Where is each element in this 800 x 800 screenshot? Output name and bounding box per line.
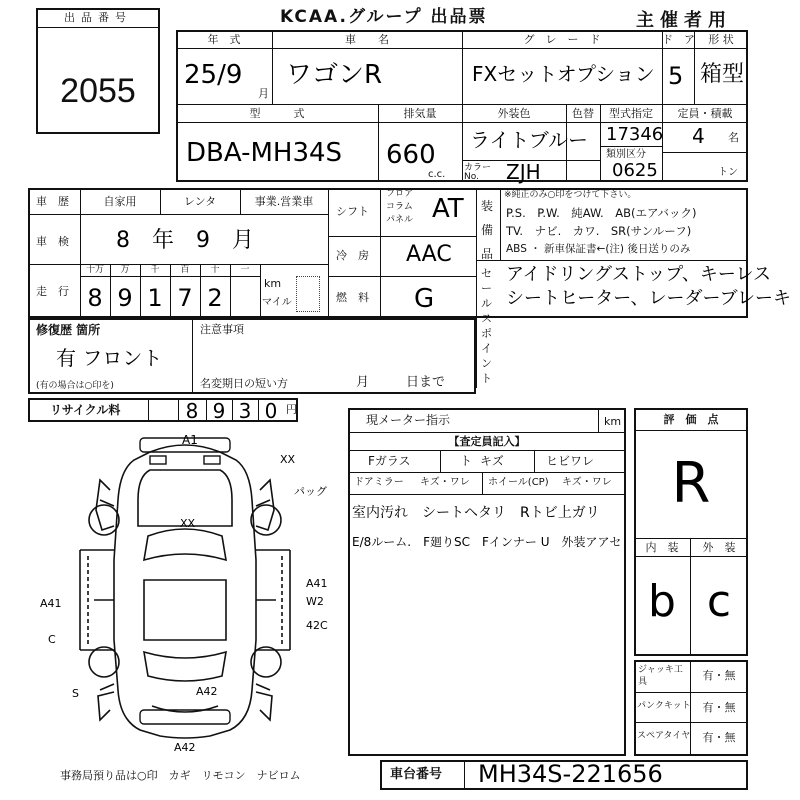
spare-label: スペアタイヤ: [637, 731, 691, 741]
shift-label: シフト: [336, 205, 369, 218]
class-label: 類別区分: [606, 149, 646, 160]
doors-label: ド ア: [662, 33, 695, 46]
load-unit: トン: [718, 167, 738, 178]
history-label: 車 歴: [36, 195, 69, 208]
repair-label: 修復歴 箇所: [36, 323, 101, 337]
fuel-label: 燃 料: [336, 291, 369, 304]
shape-label: 形 状: [708, 33, 734, 46]
color-label: 外装色: [497, 107, 531, 120]
color-no-label: カラー No.: [464, 163, 492, 182]
name-change-label: 名変期日の短い方: [200, 377, 288, 390]
mileage-digit: 9: [117, 284, 133, 312]
grade-value: FXセットオプション: [472, 62, 655, 86]
shift-value: AT: [432, 194, 464, 224]
vehicle-name-value: ワゴンR: [286, 60, 383, 90]
recycle-digit: 9: [212, 399, 226, 423]
score-label: 評 価 点: [663, 413, 719, 426]
chassis-label: 車台番号: [390, 767, 443, 782]
puncture-label: パンクキット: [637, 701, 691, 711]
lot-number: 2055: [60, 72, 136, 110]
damage-mark: XX: [180, 517, 196, 530]
wheel-opts: キズ・ワレ: [562, 477, 612, 488]
damage-mark: XX: [280, 453, 296, 466]
glass-opt-1: ト: [460, 454, 473, 468]
capacity-value: 4: [692, 124, 705, 148]
year-value: 25/9: [184, 60, 243, 90]
damage-mark: A42: [196, 685, 218, 698]
form-title: KCAA.グループ 出品票: [280, 7, 488, 27]
type-code-label: 型式指定: [609, 107, 653, 120]
displacement-value: 660: [386, 140, 436, 170]
capacity-unit: 名: [728, 131, 739, 144]
lot-number-label: 出品番号: [64, 11, 132, 24]
equipment-label: 装備品: [481, 199, 494, 261]
equipment-line-3: ABS ・ 新車保証書←(注) 後日送りのみ: [506, 243, 691, 255]
equipment-note: ※純正のみ○印をつけて下さい。: [504, 190, 637, 200]
sales-point-line-2: シートヒーター、レーダーブレーキ: [506, 288, 791, 309]
inspection-label: 車 検: [36, 235, 69, 248]
history-opt-private: 自家用: [103, 195, 137, 208]
shift-opt-floor: フロア: [386, 189, 414, 199]
fuel-value: G: [414, 284, 435, 314]
mileage-place-100k: 十万: [85, 265, 104, 275]
model-value: DBA-MH34S: [186, 138, 343, 168]
year-label: 年 式: [207, 33, 241, 46]
equipment-line-1: P.S. P.W. 純AW. AB(エアバック): [506, 206, 697, 220]
puncture-yes-no: 有・無: [702, 701, 736, 714]
recycle-digit: 0: [264, 399, 278, 423]
damage-mark: パッグ: [294, 485, 327, 498]
mileage-digit: 7: [177, 284, 193, 312]
equipment-line-2: TV. ナビ. カワ. SR(サンルーフ): [506, 224, 692, 238]
mileage-place-1k: 千: [150, 265, 160, 275]
capacity-label: 定員・積載: [677, 107, 733, 120]
inspection-value: 8 年 9 月: [116, 228, 254, 253]
shape-value: 箱型: [700, 62, 745, 87]
glass-opt-2: キズ: [480, 454, 504, 468]
sales-point-line-1: アイドリングストップ、キーレス: [506, 264, 771, 285]
type-code-value: 17346: [606, 124, 664, 145]
recycle-digit: 8: [185, 399, 199, 423]
vehicle-name-label: 車 名: [345, 33, 389, 46]
damage-mark: W2: [306, 595, 324, 608]
recycle-digit: 3: [238, 399, 252, 423]
inspector-section-title: 【査定員記入】: [448, 435, 526, 448]
model-label: 型 式: [249, 107, 305, 120]
notes-label: 注意事項: [200, 323, 244, 336]
color-value: ライトブルー: [470, 128, 588, 152]
repair-note: (有の場合は○印を): [36, 381, 114, 391]
jack-yes-no: 有・無: [702, 669, 736, 682]
exterior-value: c: [706, 576, 732, 627]
damage-mark: A41: [40, 597, 62, 610]
meter-label: 現メーター指示: [366, 413, 451, 427]
mile-label: マイル: [262, 297, 292, 308]
mileage-place-10: 十: [210, 265, 220, 275]
office-note: 事務局預り品は○印 カギ リモコン ナビロム: [60, 769, 301, 782]
chassis-value: MH34S-221656: [478, 760, 663, 788]
jack-label: ジャッキ工具: [638, 665, 683, 687]
meter-unit: km: [604, 415, 622, 428]
mileage-digit: 2: [207, 284, 223, 312]
inspector-comment-1: 室内汚れ シートヘタリ Rトビ上ガリ: [352, 505, 600, 521]
mileage-place-100: 百: [180, 265, 190, 275]
shift-opt-panel: パネル: [386, 215, 414, 225]
damage-mark: A42: [174, 741, 196, 754]
sales-point-label: セールスポイント: [481, 267, 492, 385]
spare-yes-no: 有・無: [702, 731, 736, 744]
history-opt-commercial: 事業.営業車: [254, 195, 314, 208]
glass-label: Fガラス: [368, 454, 411, 468]
class-value: 0625: [612, 160, 658, 181]
glass-opt-3: ヒビワレ: [546, 454, 595, 468]
history-opt-rental: レンタ: [183, 195, 217, 208]
wheel-label: ホイール(CP): [488, 477, 549, 488]
exterior-label: 外 装: [702, 541, 736, 554]
ac-label: 冷 房: [336, 249, 369, 262]
color-change-label: 色替: [572, 107, 594, 120]
inspector-comment-2: E/8ルーム. F廻りSC Fインナー U 外装アアセ: [352, 535, 622, 549]
recycle-fee-label: リサイクル料: [50, 403, 121, 417]
car-damage-diagram: [60, 430, 340, 760]
damage-mark: S: [72, 687, 79, 700]
mileage-label: 走 行: [36, 285, 69, 298]
shift-opt-column: コラム: [386, 202, 413, 212]
repair-value: 有 フロント: [56, 346, 163, 370]
organizer-label: 主催者用: [636, 10, 732, 31]
mileage-place-10k: 万: [120, 265, 130, 275]
interior-value: b: [648, 576, 676, 627]
displacement-label: 排気量: [403, 107, 437, 120]
mileage-place-1: 一: [240, 265, 250, 275]
mileage-digit: 1: [147, 284, 163, 312]
damage-mark: 42C: [306, 619, 328, 632]
damage-mark: C: [48, 633, 56, 646]
damage-mark: A1: [182, 433, 198, 447]
mirror-label: ドアミラー: [354, 477, 404, 488]
mileage-unit-checkbox: [296, 276, 320, 312]
doors-value: 5: [668, 62, 684, 90]
interior-label: 内 装: [645, 541, 679, 554]
km-label: km: [264, 277, 282, 290]
name-change-month: 月: [356, 375, 370, 390]
damage-mark: A41: [306, 577, 328, 590]
score-value: R: [671, 451, 711, 516]
cc-unit: c.c.: [428, 169, 446, 180]
color-no-value: ZJH: [506, 160, 541, 184]
ac-value: AAC: [406, 242, 452, 267]
recycle-yen: 円: [286, 403, 297, 416]
month-unit: 月: [258, 87, 269, 100]
mirror-opts: キズ・ワレ: [420, 477, 470, 488]
grade-label: グ レ ー ド: [523, 33, 601, 46]
mileage-digit: 8: [87, 284, 103, 312]
name-change-day: 日まで: [406, 375, 446, 390]
